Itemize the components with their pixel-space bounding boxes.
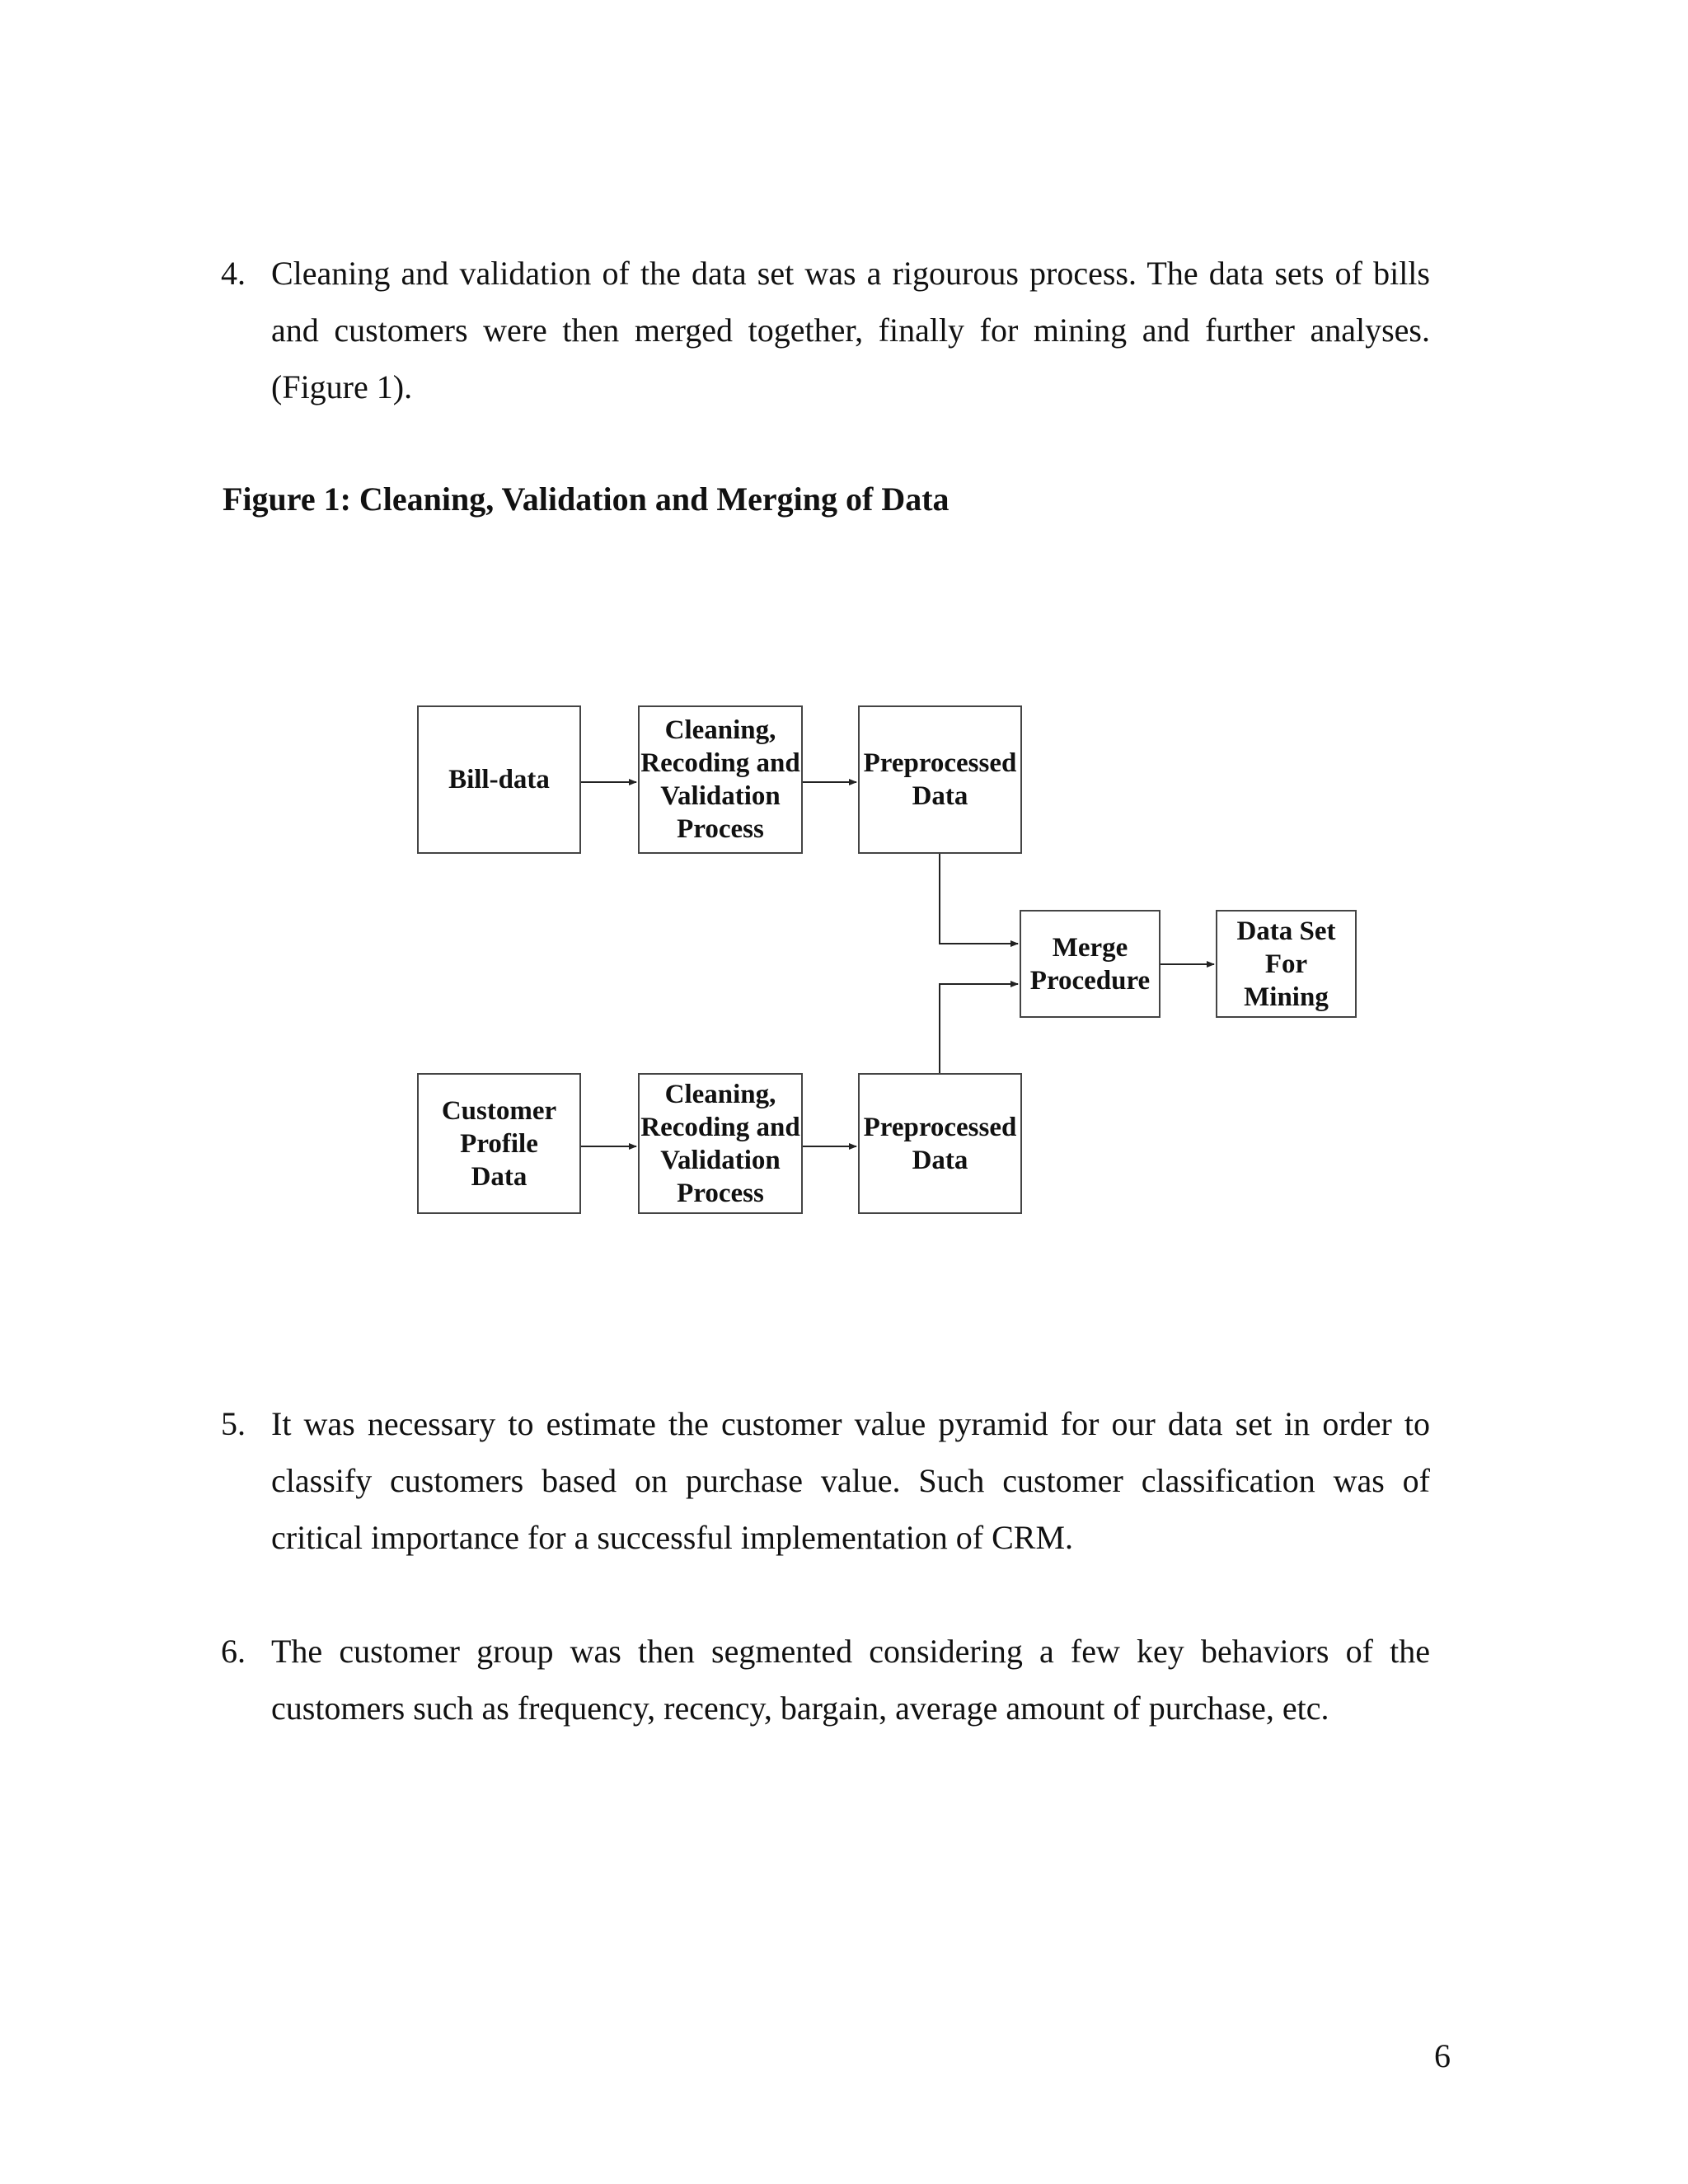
paragraph-4-text: Cleaning and validation of the data set was a rigourous process. The data sets of bills and customers were then merged together, finally for mining and further analyses. (Figure 1). (271, 255, 1430, 405)
node-preprocessed-top: Preprocessed Data (858, 705, 1022, 854)
paragraph-5-number: 5. (221, 1405, 246, 1442)
node-customer-profile-data: Customer Profile Data (417, 1073, 581, 1214)
node-bill-data: Bill-data (417, 705, 581, 854)
paragraph-6-number: 6. (221, 1633, 246, 1670)
node-cleaning-bottom: Cleaning, Recoding and Validation Process (638, 1073, 803, 1214)
paragraph-6 (221, 1623, 1430, 1736)
node-dataset-for-mining: Data Set For Mining (1216, 910, 1357, 1018)
paragraph-4-number: 4. (221, 255, 246, 292)
paragraph-5-text: It was necessary to estimate the customer value pyramid for our data set in order to classify customers based on purchase value. Such customer classification was of critical importance for a successful implementation of CRM. (271, 1405, 1430, 1556)
paragraph-4 (221, 245, 1430, 415)
figure-title: Figure 1: Cleaning, Validation and Merging of Data (223, 480, 950, 518)
arrow-preprocessed-top-to-merge (940, 852, 1018, 944)
page-number: 6 (1434, 2037, 1451, 2074)
node-cleaning-top: Cleaning, Recoding and Validation Process (638, 705, 803, 854)
paragraph-5 (221, 1395, 1430, 1566)
paragraph-6-text: The customer group was then segmented considering a few key behaviors of the customers such as frequency, recency, bargain, average amount of purchase, etc. (271, 1633, 1430, 1727)
node-merge-procedure: Merge Procedure (1020, 910, 1160, 1018)
arrow-preprocessed-bottom-to-merge (940, 984, 1018, 1075)
node-preprocessed-bottom: Preprocessed Data (858, 1073, 1022, 1214)
